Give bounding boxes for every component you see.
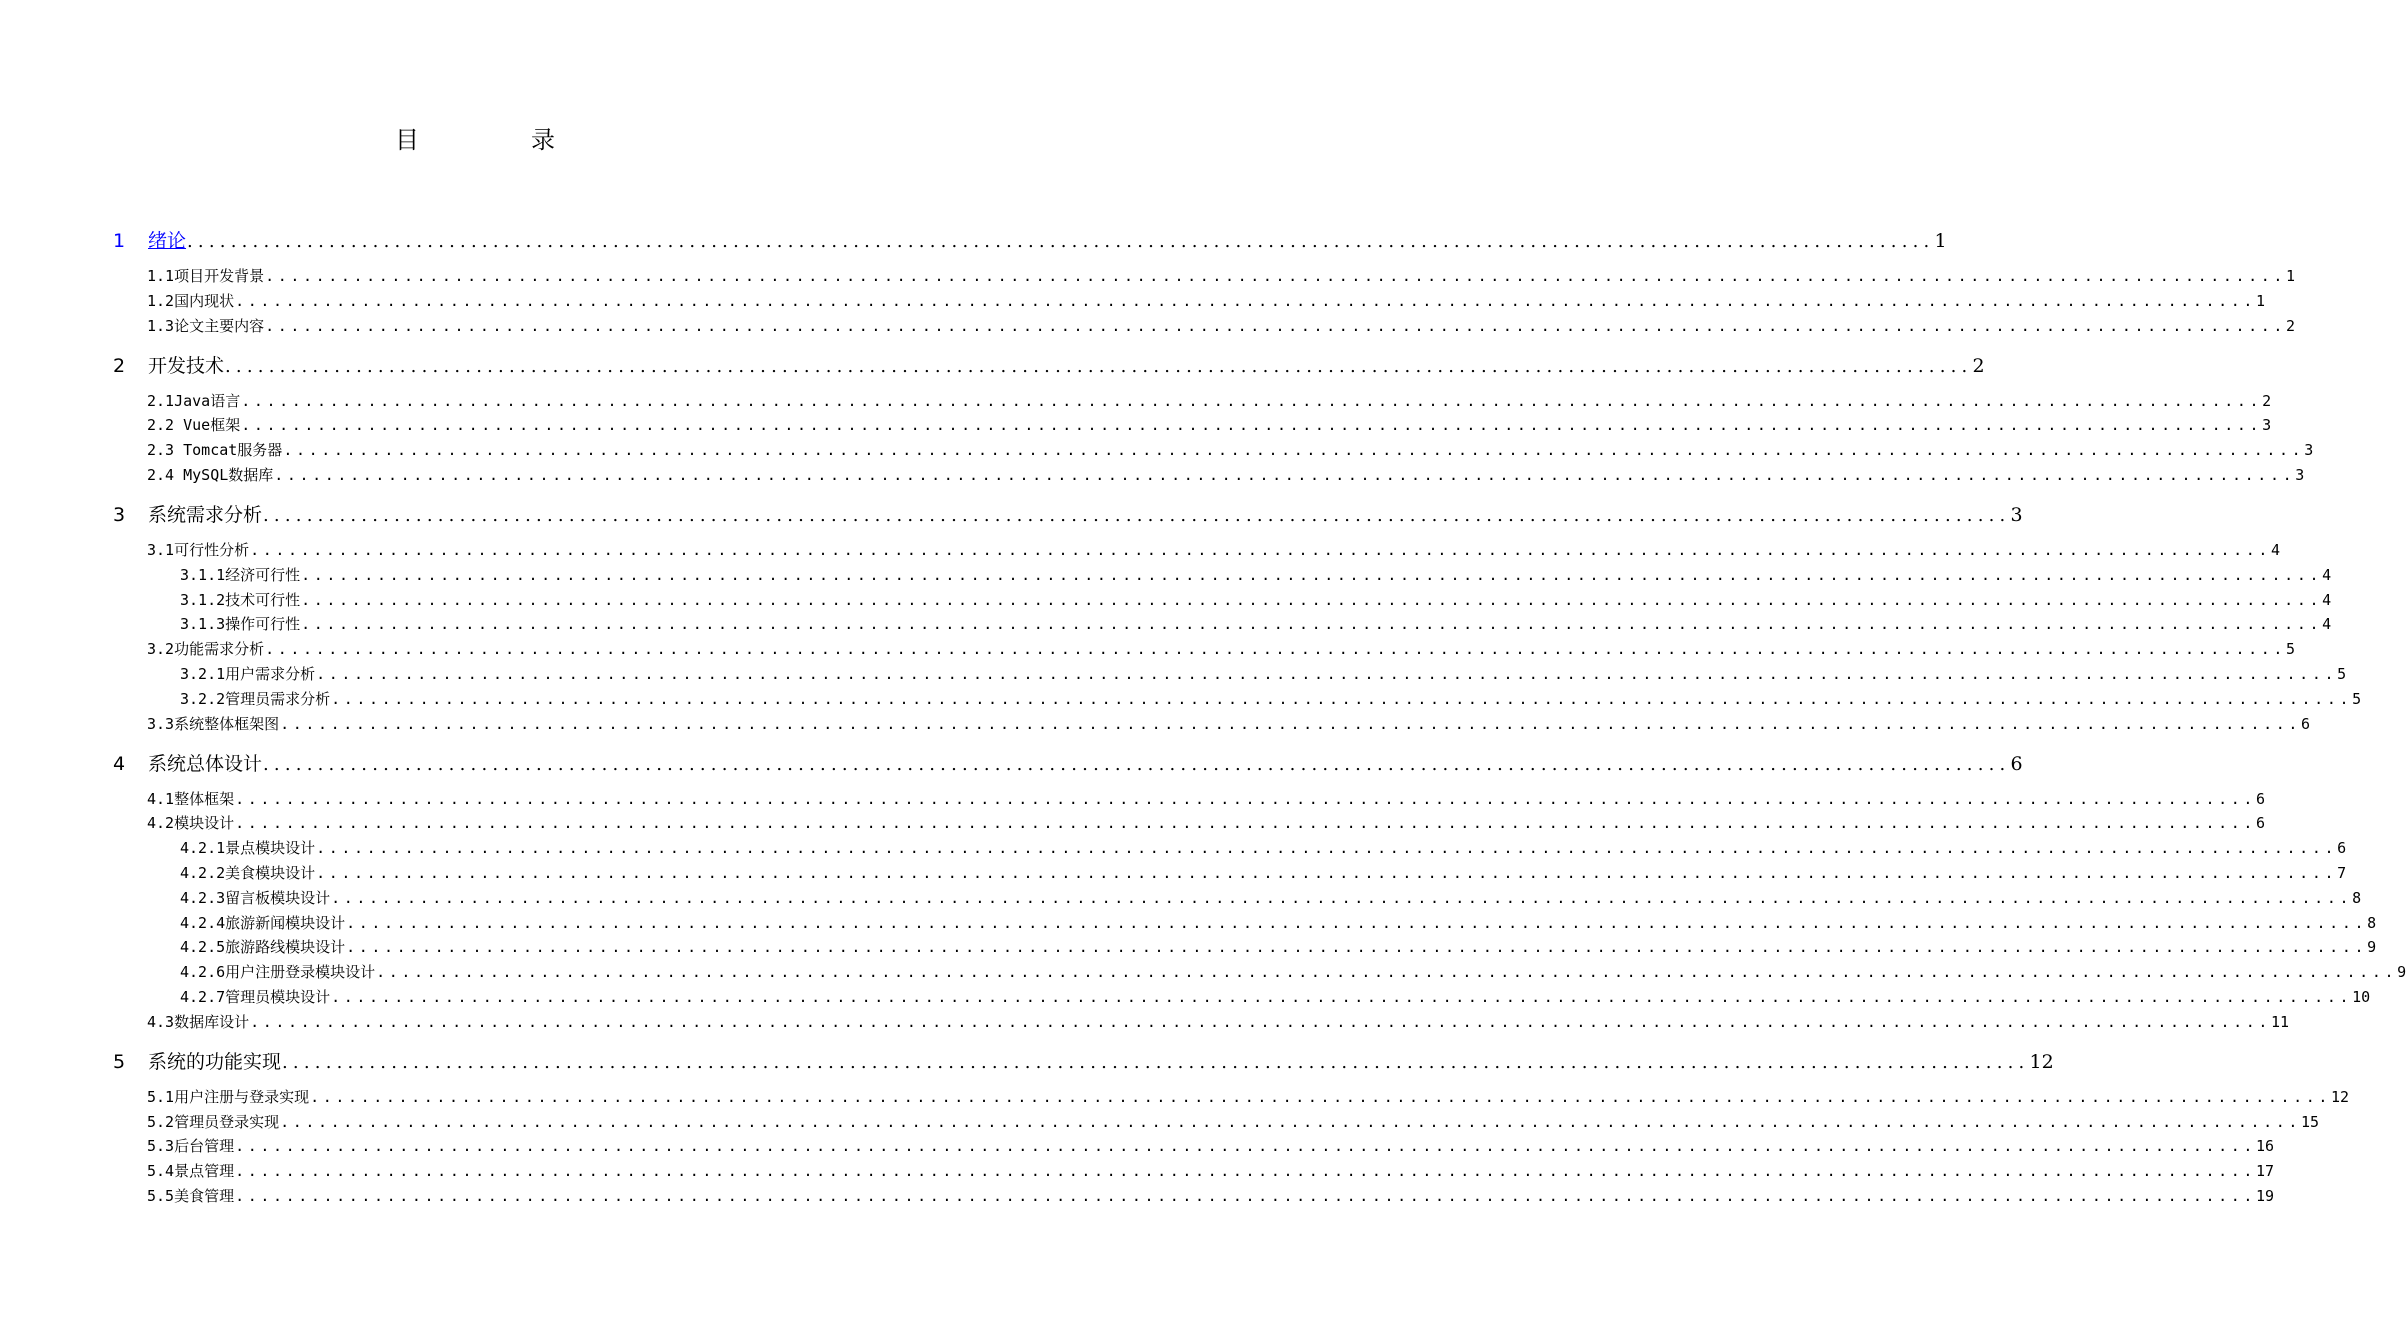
toc-page-number: 7: [2337, 864, 2347, 882]
toc-entry-label: [180, 564, 300, 585]
toc-title: 目 录: [395, 126, 599, 154]
toc-page-number: 4: [2271, 541, 2281, 559]
toc-leader-dots: ................................................................................................................................................................: [235, 1137, 2257, 1156]
toc-entry-text: 1.1项目开发背景: [147, 267, 265, 285]
toc-leader-dots: ................................................................................................................................................................: [235, 291, 2257, 310]
toc-page-number: 12: [2029, 1050, 2054, 1073]
toc-entry-text: 5.4景点管理: [147, 1162, 235, 1181]
toc-section-entry: [147, 1160, 2275, 1182]
toc-entry-text: 1.2国内现状: [147, 291, 235, 310]
toc-page-number: 5: [2337, 665, 2347, 683]
toc-entry-label: [147, 290, 234, 311]
toc-entry-text: 3.2.2管理员需求分析: [180, 689, 331, 708]
toc-entry-text: 3.2功能需求分析: [147, 640, 265, 659]
toc-entry-text: 2.3 Tomcat服务器: [147, 441, 283, 460]
toc-chapter-number: 5: [113, 1050, 126, 1073]
toc-subsection-entry: [180, 862, 2347, 884]
toc-subsection-entry: [180, 564, 2332, 586]
toc-leader-dots: ................................................................................................................................................................: [235, 814, 2257, 833]
toc-chapter-entry: [113, 749, 2023, 777]
toc-entry-label: [147, 414, 240, 435]
toc-entry-label: [180, 986, 330, 1007]
toc-entry-text: 3.1.1经济可行性: [180, 565, 301, 584]
toc-leader-dots: ................................................................................................................................................................: [250, 541, 2272, 559]
toc-entry-text: 5.2管理员登录实现: [147, 1112, 280, 1131]
toc-page-number: 2: [1972, 354, 1985, 377]
toc-section-entry: [147, 265, 2296, 287]
toc-leader-dots: ................................................................................................................................................................: [331, 888, 2353, 907]
toc-section-entry: [147, 1135, 2275, 1157]
toc-leader-dots: ................................................................................................................................................................: [301, 615, 2323, 634]
toc-chapter-entry: [113, 351, 1985, 379]
toc-page-number: 9: [2367, 938, 2377, 957]
toc-page-number: 3: [2010, 504, 2023, 526]
toc-page-number: 12: [2331, 1087, 2350, 1106]
toc-entry-label: [113, 500, 262, 527]
toc-entry-label: [180, 936, 345, 957]
toc-leader-dots: ................................................................................................................................................................: [265, 640, 2287, 659]
toc-page-number: 19: [2256, 1187, 2275, 1205]
toc-entry-label: [147, 390, 240, 411]
toc-entry-label: [147, 1011, 249, 1032]
toc-entry-label: [147, 1185, 234, 1206]
toc-leader-dots: ................................................................................................................................................................: [250, 1012, 2272, 1031]
toc-entry-text: 3.1可行性分析: [147, 541, 250, 559]
toc-subsection-entry: [180, 961, 2406, 983]
toc-entry-label: [147, 1086, 309, 1107]
toc-entry-label: [180, 663, 315, 684]
toc-page-number: 5: [2286, 640, 2296, 659]
toc-leader-dots: ................................................................................................................................................................: [310, 1087, 2332, 1106]
toc-page-number: 2: [2262, 391, 2272, 410]
toc-leader-dots: ................................................................................................................................................................: [274, 466, 2296, 484]
toc-entry-text: 3.3系统整体框架图: [147, 714, 280, 733]
toc-entry-text: 5.3后台管理: [147, 1137, 235, 1156]
toc-entry-label: [147, 1160, 234, 1181]
toc-entry-label: [147, 812, 234, 833]
toc-section-entry: [147, 390, 2272, 412]
toc-page-number: 1: [1934, 230, 1947, 252]
toc-leader-dots: ................................................................................................................................................................: [301, 565, 2323, 584]
toc-section-entry: [147, 539, 2281, 561]
toc-section-entry: [147, 638, 2296, 660]
toc-page-number: 6: [2337, 839, 2347, 858]
toc-leader-dots: ................................................................................................................................................................: [283, 441, 2305, 460]
toc-section-entry: [147, 713, 2311, 735]
toc-page-number: 6: [2301, 714, 2311, 733]
toc-leader-dots: ................................................................................................................................................................: [346, 913, 2368, 932]
toc-entry-label: [147, 1111, 279, 1132]
toc-entry-text: 系统的功能实现: [148, 1050, 282, 1073]
toc-leader-dots: ................................................................................................................................................................: [280, 1112, 2302, 1131]
toc-subsection-entry: [180, 887, 2362, 909]
toc-entry-label: [147, 439, 282, 460]
toc-entry-text: 3.1.2技术可行性: [180, 590, 301, 609]
toc-page-number: 15: [2301, 1112, 2320, 1131]
toc-leader-dots: ................................................................................................................................................................: [235, 1162, 2257, 1181]
toc-page-number: 4: [2322, 590, 2332, 609]
toc-page-number: 2: [2286, 316, 2296, 335]
toc-entry-text: 4.2.4旅游新闻模块设计: [180, 913, 346, 932]
toc-subsection-entry: [180, 589, 2332, 611]
toc-entry-text: 4.2.6用户注册登录模块设计: [180, 963, 376, 982]
toc-page-number: 3: [2304, 441, 2314, 460]
toc-entry-label: [113, 351, 224, 378]
toc-leader-dots: ................................................................................................................................................................: [263, 505, 2011, 526]
toc-entry-label: [147, 1135, 234, 1156]
toc-section-entry: [147, 290, 2266, 312]
toc-subsection-entry: [180, 837, 2347, 859]
toc-leader-dots: ................................................................................................................................................................: [331, 988, 2353, 1006]
toc-leader-dots: ................................................................................................................................................................: [265, 267, 2287, 285]
toc-entry-label: [180, 589, 300, 610]
toc-section-entry: [147, 464, 2305, 486]
toc-page-number: 8: [2367, 913, 2377, 932]
toc-entry-text: 1.3论文主要内容: [147, 316, 265, 335]
toc-page-number: 4: [2322, 565, 2332, 584]
toc-entry-label: [180, 862, 315, 883]
toc-page-number: 3: [2295, 466, 2305, 484]
toc-entry-label[interactable]: [113, 226, 186, 253]
toc-entry-label: [147, 713, 279, 734]
toc-entry-label: [147, 539, 249, 560]
toc-entry-text: 4.2模块设计: [147, 814, 235, 833]
toc-entry-label: [180, 961, 375, 982]
toc-leader-dots: ................................................................................................................................................................: [235, 1187, 2257, 1205]
toc-leader-dots: ................................................................................................................................................................: [235, 789, 2257, 808]
toc-chapter-number: 3: [113, 504, 126, 526]
toc-section-entry: [147, 1086, 2350, 1108]
toc-leader-dots: ................................................................................................................................................................: [376, 963, 2398, 982]
toc-entry-label: [147, 638, 264, 659]
toc-subsection-entry: [180, 936, 2377, 958]
toc-entry-text: 4.3数据库设计: [147, 1012, 250, 1031]
toc-page-number: 16: [2256, 1137, 2275, 1156]
toc-entry-text: 4.2.3留言板模块设计: [180, 888, 331, 907]
toc-page-number: 1: [2256, 291, 2266, 310]
toc-chapter-entry: [113, 500, 2023, 528]
toc-entry-text: 2.2 Vue框架: [147, 416, 241, 435]
toc-entry-text: 3.1.3操作可行性: [180, 615, 301, 634]
toc-leader-dots: ................................................................................................................................................................: [301, 590, 2323, 609]
toc-subsection-entry: [180, 986, 2371, 1008]
toc-leader-dots: ................................................................................................................................................................: [263, 753, 2011, 775]
toc-subsection-entry: [180, 613, 2332, 635]
toc-leader-dots: ................................................................................................................................................................: [225, 355, 1973, 377]
toc-page-number: 5: [2352, 689, 2362, 708]
toc-section-entry: [147, 788, 2266, 810]
toc-subsection-entry: [180, 912, 2377, 934]
toc-chapter-entry: [113, 1047, 2054, 1075]
toc-section-entry: [147, 315, 2296, 337]
toc-entry-label: [147, 788, 234, 809]
toc-leader-dots: ................................................................................................................................................................: [280, 714, 2302, 733]
toc-entry-label: [180, 688, 330, 709]
toc-subsection-entry: [180, 688, 2362, 710]
toc-leader-dots: ................................................................................................................................................................: [282, 1051, 2030, 1073]
toc-page-number: 8: [2352, 888, 2362, 907]
toc-chapter-entry[interactable]: [113, 226, 1947, 254]
toc-section-entry: [147, 439, 2314, 461]
toc-entry-text: 系统总体设计: [148, 752, 263, 775]
toc-page-number: 6: [2256, 814, 2266, 833]
toc-entry-text: 4.2.7管理员模块设计: [180, 988, 331, 1006]
toc-page-number: 6: [2256, 789, 2266, 808]
toc-subsection-entry: [180, 663, 2347, 685]
toc-leader-dots: ................................................................................................................................................................: [241, 391, 2263, 410]
toc-entry-label: [113, 1047, 281, 1074]
toc-leader-dots: ................................................................................................................................................................: [187, 231, 1935, 252]
toc-leader-dots: ................................................................................................................................................................: [241, 416, 2263, 435]
toc-entry-label: [180, 837, 315, 858]
toc-page-number: 4: [2322, 615, 2332, 634]
toc-entry-text: 4.2.5旅游路线模块设计: [180, 938, 346, 957]
toc-entry-text: 系统需求分析: [148, 504, 263, 526]
toc-chapter-number: 4: [113, 752, 126, 775]
toc-entry-label: [180, 613, 300, 634]
toc-page-number: 10: [2352, 988, 2371, 1006]
toc-section-entry: [147, 1111, 2320, 1133]
toc-entry-label: [147, 464, 273, 485]
toc-page-number: 17: [2256, 1162, 2275, 1181]
toc-entry-text: 5.1用户注册与登录实现: [147, 1087, 310, 1106]
toc-leader-dots: ................................................................................................................................................................: [316, 839, 2338, 858]
toc-section-entry: [147, 1011, 2290, 1033]
toc-entry-label: [113, 749, 262, 776]
toc-section-entry: [147, 414, 2272, 436]
toc-page-number: 1: [2286, 267, 2296, 285]
toc-section-entry: [147, 812, 2266, 834]
toc-leader-dots: ................................................................................................................................................................: [316, 665, 2338, 683]
toc-leader-dots: ................................................................................................................................................................: [331, 689, 2353, 708]
toc-entry-text: 开发技术: [148, 354, 225, 377]
toc-chapter-number: 1: [113, 230, 126, 252]
toc-entry-text: 2.1Java语言: [147, 391, 241, 410]
toc-page-number: 6: [2010, 752, 2023, 775]
toc-section-entry: [147, 1185, 2275, 1207]
toc-entry-text: 4.1整体框架: [147, 789, 235, 808]
toc-leader-dots: ................................................................................................................................................................: [346, 938, 2368, 957]
toc-entry-text: 绪论: [148, 230, 187, 252]
toc-leader-dots: ................................................................................................................................................................: [265, 316, 2287, 335]
toc-entry-label: [147, 315, 264, 336]
toc-page-number: 3: [2262, 416, 2272, 435]
toc-entry-text: 2.4 MySQL数据库: [147, 466, 274, 484]
toc-entry-label: [180, 887, 330, 908]
toc-entry-text: 4.2.2美食模块设计: [180, 864, 316, 882]
toc-entry-text: 5.5美食管理: [147, 1187, 235, 1205]
toc-entry-label: [180, 912, 345, 933]
toc-leader-dots: ................................................................................................................................................................: [316, 864, 2338, 882]
toc-entry-label: [147, 265, 264, 286]
toc-chapter-number: 2: [113, 354, 126, 377]
toc-page-number: 11: [2271, 1012, 2290, 1031]
toc-entry-text: 4.2.1景点模块设计: [180, 839, 316, 858]
toc-entry-text: 3.2.1用户需求分析: [180, 665, 316, 683]
toc-page-number: 9: [2397, 963, 2406, 982]
